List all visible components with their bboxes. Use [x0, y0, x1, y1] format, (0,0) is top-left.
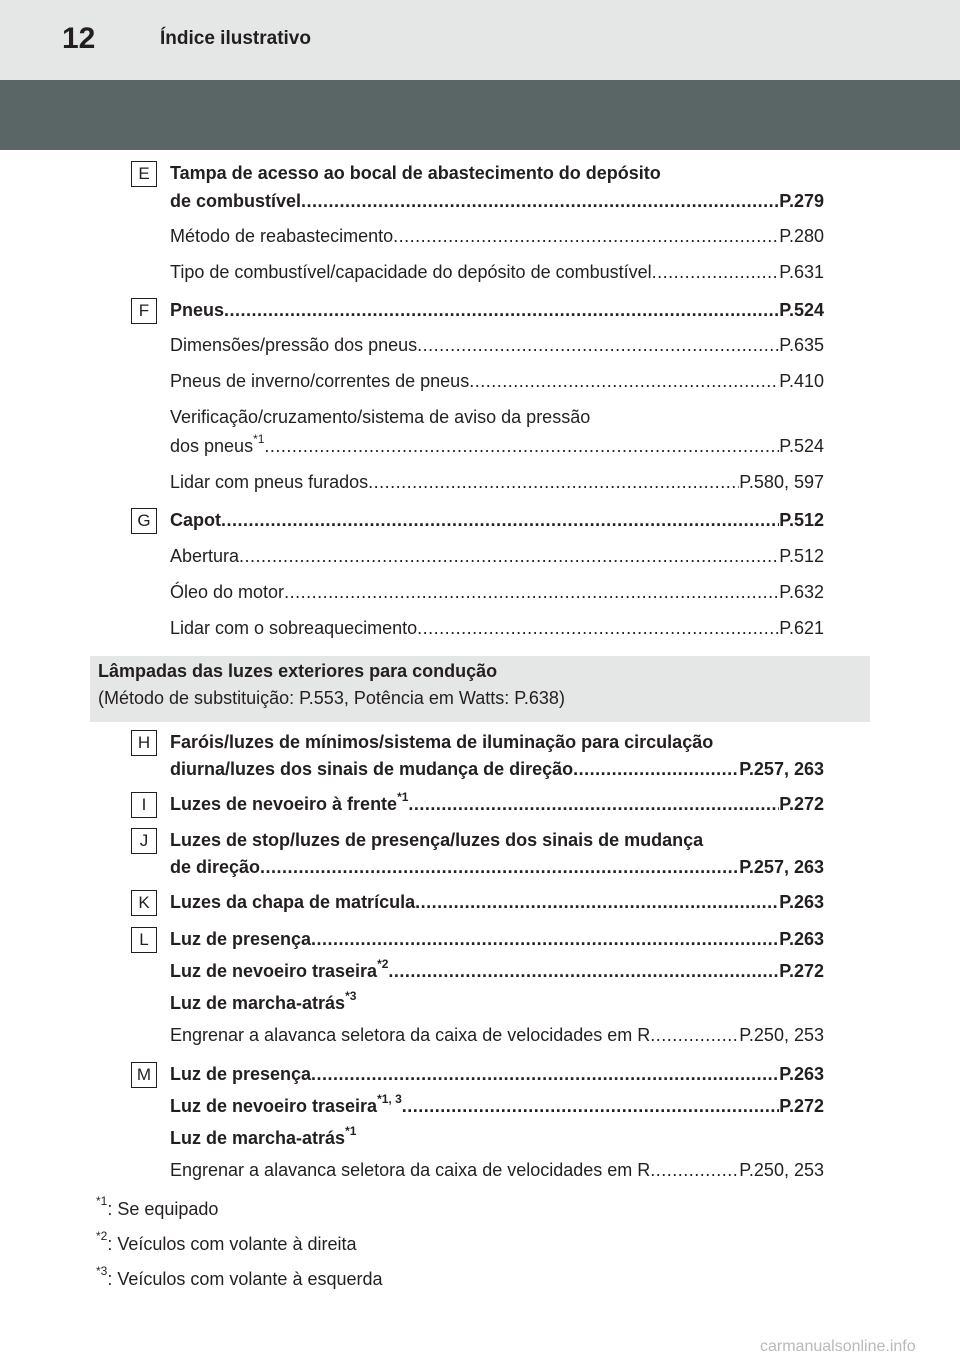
- footnote-mark: *3: [96, 1264, 108, 1278]
- index-entry: [170, 259, 824, 285]
- footnote: [96, 1191, 218, 1222]
- entry-label: Lidar com pneus furados: [170, 472, 369, 492]
- index-entry: [170, 615, 824, 641]
- page-reference: P.250, 253: [739, 1160, 824, 1180]
- watermark: carmanualsonline.info: [760, 1338, 916, 1355]
- entry-text: [170, 1125, 356, 1151]
- entry-label: Tipo de combustível/capacidade do depósito de combustível: [170, 262, 652, 282]
- index-entry: [170, 507, 824, 533]
- index-entry: [170, 223, 824, 249]
- entry-label: Capot: [170, 510, 221, 530]
- index-entry: [170, 332, 824, 358]
- entry-text: [170, 1022, 650, 1048]
- leader-dots: [393, 223, 779, 249]
- page-reference: P.250, 253: [739, 1025, 824, 1045]
- leader-dots: [311, 926, 779, 952]
- leader-dots: [264, 433, 779, 459]
- entry-text: [170, 433, 264, 459]
- page-reference: P.272: [779, 961, 824, 981]
- entry-title-line: Tampa de acesso ao bocal de abastecimento do depósito: [170, 163, 661, 183]
- entry-label: Pneus: [170, 300, 225, 320]
- leader-dots: [239, 543, 779, 569]
- index-entry: [170, 543, 824, 569]
- entry-text: [170, 756, 573, 782]
- entry-text: [170, 469, 368, 495]
- section-marker-g: G: [131, 508, 157, 534]
- index-entry: [170, 188, 824, 214]
- entry-text: [170, 1157, 650, 1183]
- index-entry: [170, 958, 824, 984]
- entry-text: [170, 791, 408, 817]
- page-number: 12: [62, 22, 96, 55]
- index-entry: [170, 756, 824, 782]
- entry-label: dos pneus: [170, 436, 254, 456]
- index-entry: [170, 1125, 824, 1151]
- page-reference: P.257, 263: [739, 857, 824, 877]
- entry-label: de combustível: [170, 191, 302, 211]
- page-reference: P.524: [779, 300, 824, 320]
- leader-dots: [284, 579, 779, 605]
- page-reference: P.280: [779, 226, 824, 246]
- entry-label: diurna/luzes dos sinais de mudança de direção: [170, 759, 574, 779]
- entry-label: Luz de presença: [170, 1064, 312, 1084]
- index-entry: [170, 1157, 824, 1183]
- page-reference: P.524: [779, 436, 824, 456]
- index-entry: [170, 854, 824, 880]
- entry-label: Engrenar a alavanca seletora da caixa de velocidades em R: [170, 1025, 651, 1045]
- entry-text: [170, 332, 417, 358]
- entry-text: [170, 507, 221, 533]
- footnote-text: : Se equipado: [107, 1199, 219, 1219]
- leader-dots: [388, 958, 779, 984]
- entry-title-line: Faróis/luzes de mínimos/sistema de iluminação para circulação: [170, 732, 714, 752]
- entry-label: Luz de marcha-atrás: [170, 993, 346, 1013]
- entry-label: Luzes de nevoeiro à frente: [170, 794, 398, 814]
- index-entry: [170, 926, 824, 952]
- entry-label: Luz de nevoeiro traseira: [170, 1096, 378, 1116]
- entry-text: [170, 854, 260, 880]
- entry-label: Engrenar a alavanca seletora da caixa de velocidades em R: [170, 1160, 651, 1180]
- footnote-ref: *1, 3: [377, 1093, 402, 1106]
- footnote-ref: *3: [345, 990, 357, 1003]
- leader-dots: [368, 469, 739, 495]
- page-reference: P.279: [779, 191, 824, 211]
- entry-text: [170, 259, 652, 285]
- entry-text: [170, 1093, 402, 1119]
- entry-title-line: Luzes de stop/luzes de presença/luzes dos sinais de mudança: [170, 830, 704, 850]
- page-title: Índice ilustrativo: [160, 28, 311, 49]
- entry-label: Dimensões/pressão dos pneus: [170, 335, 418, 355]
- index-entry: [170, 1061, 824, 1087]
- leader-dots: [650, 1157, 739, 1183]
- leader-dots: [650, 1022, 739, 1048]
- entry-text: [170, 297, 224, 323]
- entry-text: [170, 1061, 311, 1087]
- page-reference: P.621: [779, 618, 824, 638]
- section-marker-i: I: [131, 792, 157, 818]
- page-reference: P.635: [779, 335, 824, 355]
- leader-dots: [301, 188, 779, 214]
- page-reference: P.257, 263: [739, 759, 824, 779]
- leader-dots: [224, 297, 779, 323]
- entry-text: [170, 223, 393, 249]
- footnote-ref: *1: [397, 791, 409, 804]
- section-subheading: (Método de substituição: P.553, Potência em Watts: P.638): [98, 688, 565, 708]
- page-reference: P.580, 597: [739, 472, 824, 492]
- entry-text: [170, 926, 311, 952]
- entry-text: [170, 990, 356, 1016]
- entry-label: Lidar com o sobreaquecimento: [170, 618, 418, 638]
- footnote-text: : Veículos com volante à esquerda: [107, 1269, 383, 1289]
- entry-label: Método de reabastecimento: [170, 226, 394, 246]
- index-entry: [170, 1093, 824, 1119]
- footnote-mark: *1: [96, 1194, 108, 1208]
- section-marker-h: H: [131, 730, 157, 756]
- page-reference: P.272: [779, 1096, 824, 1116]
- index-entry: [170, 1022, 824, 1048]
- page-reference: P.632: [779, 582, 824, 602]
- entry-label: Pneus de inverno/correntes de pneus: [170, 371, 470, 391]
- leader-dots: [221, 507, 779, 533]
- leader-dots: [469, 368, 779, 394]
- footnote-ref: *1: [253, 433, 265, 446]
- header-bar: [0, 0, 960, 80]
- leader-dots: [311, 1061, 779, 1087]
- lamps-section-header: [90, 656, 870, 722]
- section-marker-f: F: [131, 298, 157, 324]
- leader-dots: [408, 791, 779, 817]
- footnote: [96, 1261, 383, 1292]
- index-entry: [170, 368, 824, 394]
- index-entry: [170, 469, 824, 495]
- section-marker-l: L: [131, 927, 157, 953]
- entry-title-line: Verificação/cruzamento/sistema de aviso da pressão: [170, 407, 591, 427]
- page-reference: P.263: [779, 892, 824, 912]
- section-marker-j: J: [131, 828, 157, 854]
- page-reference: P.410: [779, 371, 824, 391]
- leader-dots: [652, 259, 780, 285]
- index-entry: [170, 433, 824, 459]
- footnote-ref: *1: [345, 1125, 357, 1138]
- header-band: [0, 80, 960, 150]
- entry-label: de direção: [170, 857, 261, 877]
- leader-dots: [573, 756, 739, 782]
- entry-label: Luz de nevoeiro traseira: [170, 961, 378, 981]
- entry-text: [170, 188, 301, 214]
- page-reference: P.263: [779, 1064, 824, 1084]
- entry-text: [170, 543, 239, 569]
- leader-dots: [402, 1093, 780, 1119]
- entry-text: [170, 579, 284, 605]
- footnote-text: : Veículos com volante à direita: [107, 1234, 357, 1254]
- entry-label: Abertura: [170, 546, 240, 566]
- section-marker-m: M: [131, 1062, 157, 1088]
- page-reference: P.512: [779, 510, 824, 530]
- entry-label: Luz de presença: [170, 929, 312, 949]
- index-entry: [170, 889, 824, 915]
- leader-dots: [415, 889, 779, 915]
- entry-label: Luz de marcha-atrás: [170, 1128, 346, 1148]
- entry-label: Luzes da chapa de matrícula: [170, 892, 416, 912]
- index-entry: [170, 990, 824, 1016]
- page-reference: P.631: [779, 262, 824, 282]
- page-reference: P.512: [779, 546, 824, 566]
- section-marker-k: K: [131, 890, 157, 916]
- leader-dots: [417, 615, 779, 641]
- section-heading: Lâmpadas das luzes exteriores para condução: [98, 661, 498, 681]
- footnote-mark: *2: [96, 1229, 108, 1243]
- entry-text: [170, 889, 415, 915]
- entry-text: [170, 615, 417, 641]
- leader-dots: [417, 332, 779, 358]
- index-entry: [170, 579, 824, 605]
- section-marker-e: E: [131, 161, 157, 187]
- page-reference: P.263: [779, 929, 824, 949]
- index-entry: [170, 791, 824, 817]
- page-reference: P.272: [779, 794, 824, 814]
- index-entry: [170, 297, 824, 323]
- entry-text: [170, 958, 388, 984]
- entry-label: Óleo do motor: [170, 582, 285, 602]
- entry-text: [170, 368, 469, 394]
- footnote: [96, 1226, 356, 1257]
- leader-dots: [260, 854, 739, 880]
- footnote-ref: *2: [377, 958, 389, 971]
